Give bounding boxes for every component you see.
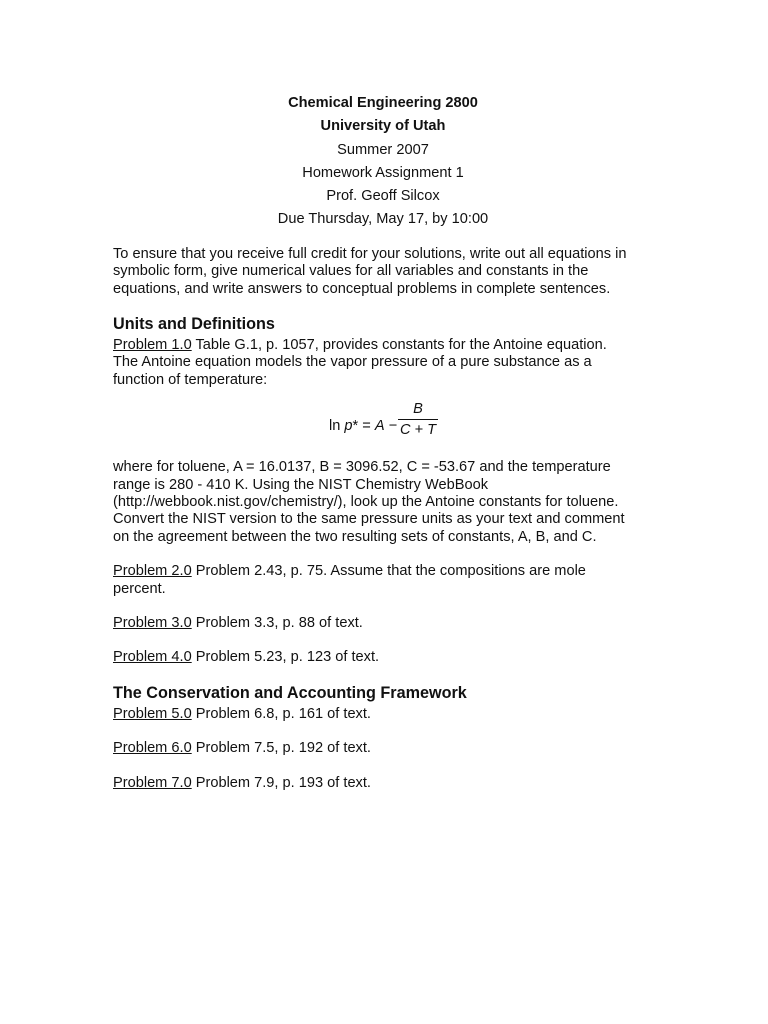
problem-7-text: Problem 7.9, p. 193 of text. — [191, 774, 371, 791]
problem-1 — [113, 337, 653, 389]
problem-7 — [113, 775, 653, 792]
problem-1-line: function of temperature: — [113, 371, 268, 388]
section-heading-conservation: The Conservation and Accounting Framework — [113, 683, 467, 702]
problem-4-label: Problem 4.0 — [113, 649, 192, 666]
problem-5-text: Problem 6.8, p. 161 of text. — [191, 705, 371, 722]
problem-6 — [113, 740, 653, 757]
equation-numerator: B — [413, 401, 423, 418]
problem-5-label: Problem 5.0 — [113, 705, 192, 722]
problem-1-continued — [113, 459, 653, 546]
intro-line: symbolic form, give numerical values for all variables and constants in the — [113, 263, 589, 280]
equation-p: p — [344, 418, 353, 435]
equation-ln: ln — [329, 418, 341, 435]
problem-1-line: The Antoine equation models the vapor pressure of a pure substance as a — [113, 354, 592, 371]
problem-5 — [113, 706, 653, 723]
problem-3-label: Problem 3.0 — [113, 615, 192, 632]
intro-line: equations, and write answers to conceptual problems in complete sentences. — [113, 280, 611, 297]
intro-paragraph — [113, 246, 653, 298]
equation-star-equals: * = — [352, 418, 375, 435]
document-page — [113, 92, 653, 792]
problem-3 — [113, 615, 653, 632]
problem-4 — [113, 649, 653, 666]
problem-2-line — [113, 563, 653, 580]
equation-a: A — [374, 418, 385, 435]
problem-4-text: Problem 5.23, p. 123 of text. — [191, 649, 380, 666]
intro-line: To ensure that you receive full credit for your solutions, write out all equations in — [113, 245, 627, 262]
equation-fraction — [398, 400, 438, 439]
problem-2-text: Problem 2.43, p. 75. Assume that the compositions are mole — [191, 563, 586, 580]
problem-6-label: Problem 6.0 — [113, 740, 192, 757]
problem-3-text: Problem 3.3, p. 88 of text. — [191, 615, 363, 632]
problem-6-text: Problem 7.5, p. 192 of text. — [191, 740, 371, 757]
university-name: University of Utah — [320, 118, 446, 135]
equation-minus: − — [384, 418, 398, 435]
problem-2-line: percent. — [113, 580, 166, 597]
problem-1-text: Table G.1, p. 1057, provides constants for the Antoine equation. — [191, 337, 607, 353]
problem-1-after-line: range is 280 - 410 K. Using the NIST Chemistry WebBook — [113, 476, 489, 493]
due-date: Due Thursday, May 17, by 10:00 — [277, 211, 489, 228]
problem-7-label: Problem 7.0 — [113, 774, 192, 791]
equation-denominator: C + T — [399, 422, 437, 439]
assignment-title: Homework Assignment 1 — [302, 164, 464, 181]
fraction-bar — [398, 419, 438, 420]
professor-name: Prof. Geoff Silcox — [326, 188, 440, 205]
problem-1-label: Problem 1.0 — [113, 337, 192, 353]
section-heading-units: Units and Definitions — [113, 315, 275, 333]
equation-lhs — [329, 418, 397, 434]
problem-1-after-line: where for toluene, A = 16.0137, B = 3096.52, C = -53.67 and the temperature — [113, 459, 611, 476]
antoine-equation — [113, 397, 653, 455]
problem-1-after-line: (http://webbook.nist.gov/chemistry/), look up the Antoine constants for toluene. — [113, 494, 619, 511]
course-title: Chemical Engineering 2800 — [288, 95, 478, 111]
problem-1-line — [113, 337, 653, 354]
document-header — [113, 92, 653, 232]
term: Summer 2007 — [337, 141, 429, 158]
problem-2-label: Problem 2.0 — [113, 563, 192, 580]
problem-1-after-line: Convert the NIST version to the same pressure units as your text and comment — [113, 511, 625, 528]
problem-1-after-line: on the agreement between the two resulting sets of constants, A, B, and C. — [113, 528, 597, 545]
problem-2 — [113, 563, 653, 598]
